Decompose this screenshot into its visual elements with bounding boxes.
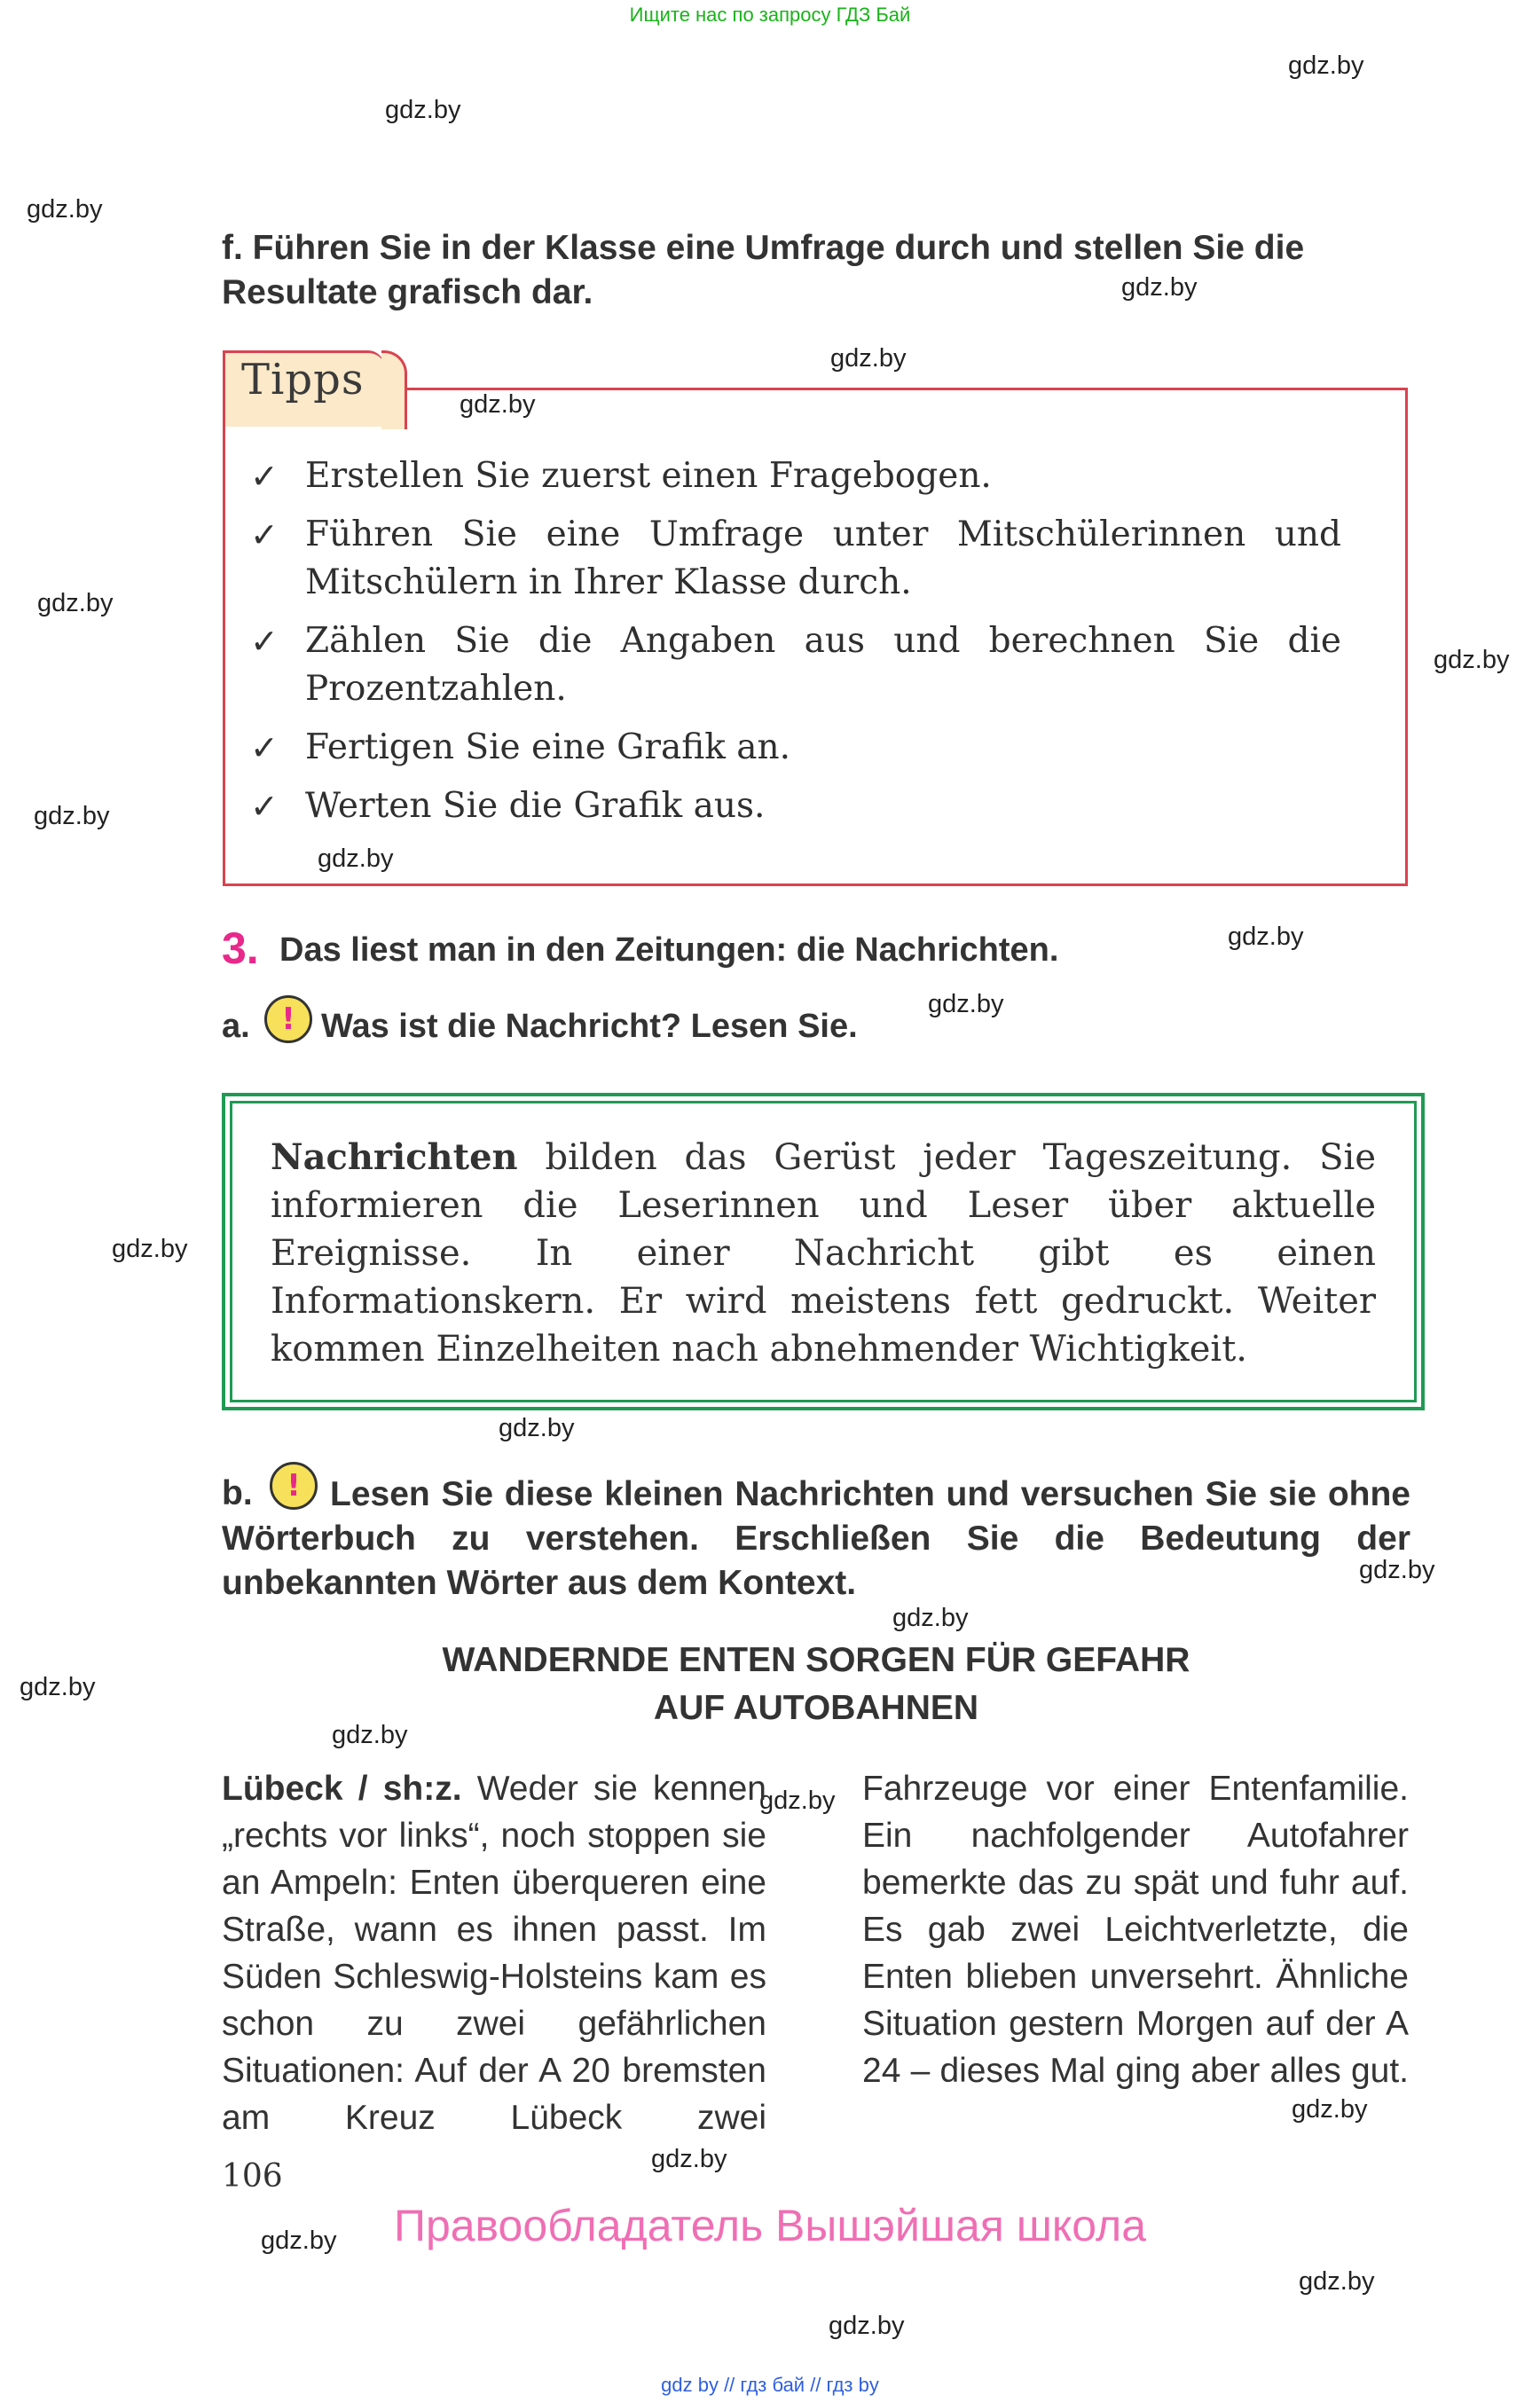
tipps-item: [250, 452, 1341, 500]
subtask-a-letter: a.: [222, 1008, 250, 1045]
checkmark-icon: ✓: [250, 515, 279, 554]
watermark: gdz.by: [651, 2145, 727, 2173]
tipps-list: [250, 452, 1341, 841]
news-column-1: [222, 1765, 766, 2141]
watermark: gdz.by: [759, 1787, 836, 1815]
watermark: gdz.by: [1121, 273, 1198, 302]
tipps-title: Tipps: [241, 355, 365, 404]
news-headline-line: WANDERNDE ENTEN SORGEN FÜR GEFAHR: [442, 1641, 1190, 1679]
watermark: gdz.by: [20, 1673, 96, 1701]
watermark: gdz.by: [112, 1235, 188, 1263]
subtask-a-text: Was ist die Nachricht? Lesen Sie.: [321, 1008, 858, 1045]
watermark: gdz.by: [1228, 923, 1304, 951]
watermark: gdz.by: [34, 802, 110, 830]
copyright-holder: Правообладатель Вышэйшая школа: [394, 2201, 1146, 2250]
watermark: gdz.by: [261, 2226, 337, 2255]
tipps-item: [250, 617, 1341, 713]
watermark: gdz.by: [1292, 2095, 1368, 2124]
watermark: gdz.by: [1359, 1556, 1435, 1584]
tipps-item-text: Erstellen Sie zuerst einen Fragebogen.: [305, 456, 992, 496]
watermark: gdz.by: [499, 1414, 575, 1442]
watermark: gdz.by: [1288, 51, 1364, 80]
watermark: gdz.by: [460, 390, 536, 419]
page-number: 106: [222, 2158, 283, 2195]
checkmark-icon: ✓: [250, 728, 279, 767]
tipps-item: [250, 724, 1341, 772]
definition-text: [271, 1134, 1376, 1373]
news-column-1-text: Weder sie kennen „rechts vor links“, noch stoppen sie an Ampeln: Enten überqueren eine Straße, wann es ihnen passt. Im Süden Schleswig-Holsteins kam es schon zu zwei gefährlichen Situationen: Auf der A 20 bremsten am Kreuz Lübeck zwei: [222, 1770, 766, 2137]
news-headline: [222, 1637, 1410, 1732]
news-dateline: Lübeck / sh:z.: [222, 1770, 462, 1808]
definition-term: Nachrichten: [271, 1136, 518, 1178]
exclamation-icon: !: [270, 1462, 318, 1510]
watermark: gdz.by: [829, 2312, 905, 2340]
news-column-2: Fahrzeuge vor einer Entenfamilie. Ein nachfolgender Autofahrer bemerkte das zu spät und fuhr auf. Es gab zwei Leichtverletzte, die Enten blieben unversehrt. Ähnliche Situation gestern Morgen auf der A 24 – dieses Mal ging aber alles gut.: [862, 1770, 1409, 2090]
watermark: gdz.by: [830, 344, 907, 373]
tipps-item: [250, 782, 1341, 830]
watermark: gdz.by: [27, 195, 103, 224]
bottom-links[interactable]: gdz by // гдз бай // гдз by: [661, 2374, 879, 2396]
news-headline-line: AUF AUTOBAHNEN: [653, 1689, 979, 1727]
exercise-title: Das liest man in den Zeitungen: die Nachrichten.: [279, 931, 1059, 969]
top-banner-link[interactable]: Ищите нас по запросу ГДЗ Бай: [629, 4, 911, 26]
exercise-number: 3.: [222, 923, 259, 973]
watermark: gdz.by: [37, 589, 114, 617]
subtask-b-text: Lesen Sie diese kleinen Nachrichten und versuchen Sie sie ohne Wörterbuch zu verstehen. Erschließen Sie die Bedeutung der unbekannten Wörter aus dem Kontext.: [222, 1475, 1410, 1602]
watermark: gdz.by: [1434, 646, 1510, 674]
watermark: gdz.by: [1299, 2267, 1375, 2296]
tipps-item-text: Werten Sie die Grafik aus.: [305, 786, 766, 826]
watermark: gdz.by: [928, 990, 1004, 1018]
exclamation-icon: !: [264, 995, 312, 1043]
watermark: gdz.by: [385, 96, 461, 124]
subtask-b-letter: b.: [222, 1474, 253, 1512]
tipps-item-text: Führen Sie eine Umfrage unter Mitschülerinnen und Mitschülern in Ihrer Klasse durch.: [305, 514, 1341, 602]
checkmark-icon: ✓: [250, 457, 279, 496]
watermark: gdz.by: [332, 1721, 408, 1749]
tipps-item-text: Fertigen Sie eine Grafik an.: [305, 727, 791, 767]
watermark: gdz.by: [318, 844, 394, 873]
task-f-instruction: f. Führen Sie in der Klasse eine Umfrage durch und stellen Sie die Resultate grafisch dar.: [222, 229, 1305, 311]
checkmark-icon: ✓: [250, 787, 279, 826]
tipps-item-text: Zählen Sie die Angaben aus und berechnen Sie die Prozentzahlen.: [305, 621, 1341, 709]
tipps-item: [250, 511, 1341, 607]
definition-body: bilden das Gerüst jeder Tageszeitung. Sie informieren die Leserinnen und Leser über aktuelle Ereignisse. In einer Nachricht gibt es einen Informationskern. Er wird meistens fett gedruckt. Weiter kommen Einzelheiten nach abnehmender Wichtigkeit.: [271, 1137, 1376, 1370]
checkmark-icon: ✓: [250, 622, 279, 661]
watermark: gdz.by: [892, 1604, 969, 1632]
